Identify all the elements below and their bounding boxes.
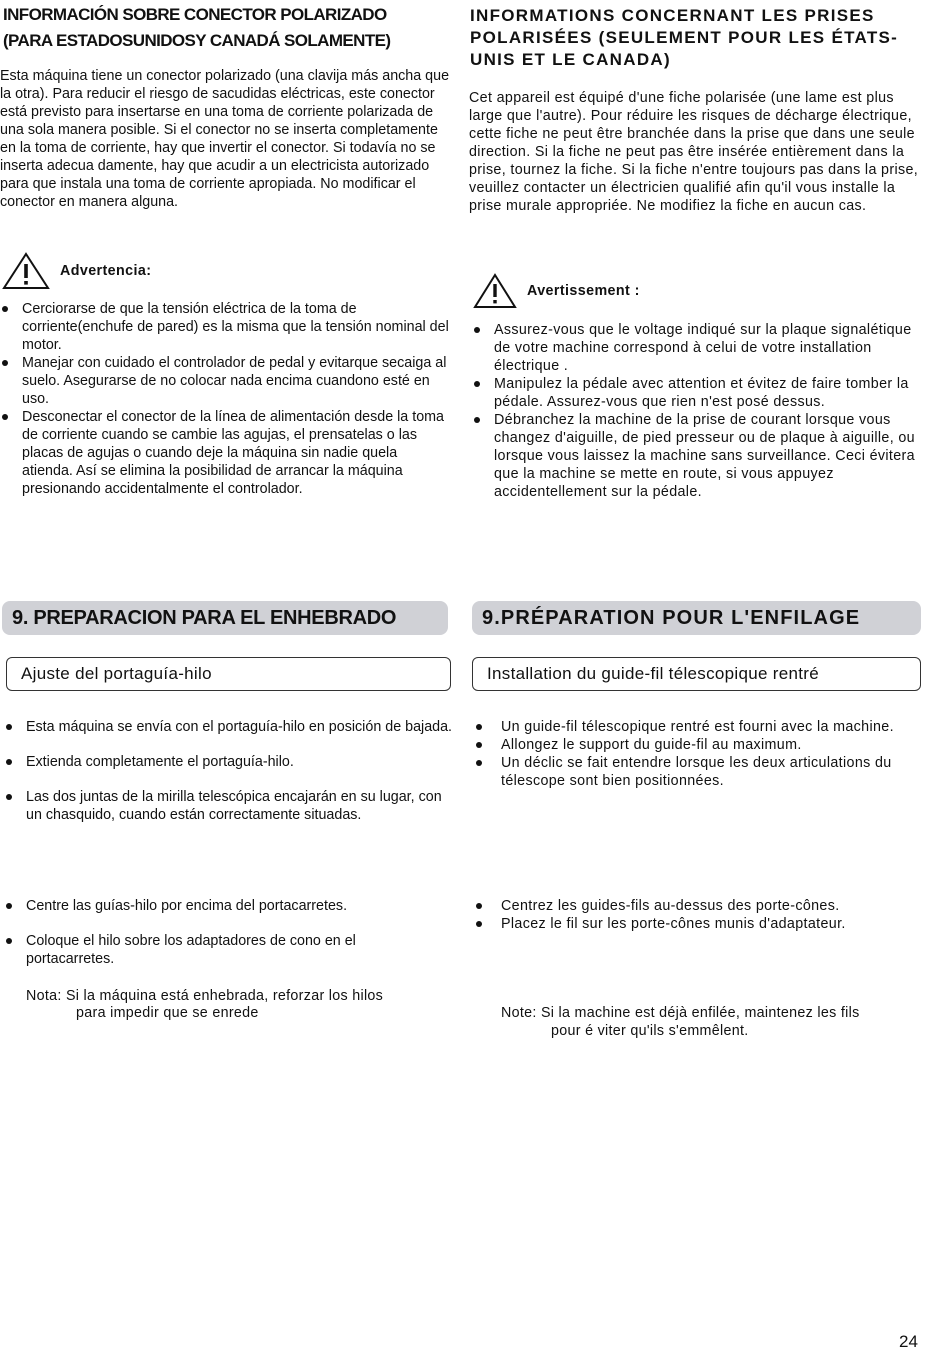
list-item: Cerciorarse de que la tensión eléctrica de la toma de corriente(enchufe de pared) es la misma que la tensión nominal del motor. — [0, 300, 452, 354]
warning-triangle-icon — [2, 252, 50, 290]
list-item: Centre las guías-hilo por encima del portacarretes. — [4, 897, 444, 915]
intro-es: Esta máquina tiene un conector polarizado (una clavija más ancha que la otra). Para reducir el riesgo de sacudidas eléctricas, este conector está previsto para insertarse en una toma de corriente polarizada de una sola manera posible. Si el conector no se inserta completamente en la toma de corriente, hay que invertir el conector. Si todavía no se inserta adecua damente, hay que acudir a un electricista autorizado para que instala una toma de corriente apropiada. No modificar el conector en manera alguna. — [0, 68, 450, 210]
list-item: Placez le fil sur les porte-cônes munis d'adaptateur. — [474, 915, 930, 933]
note-fr-line2: pour é viter qu'ils s'emmêlent. — [551, 1023, 749, 1039]
warning-header-es — [2, 252, 151, 290]
list-item: Manipulez la pédale avec attention et évitez de faire tomber la pédale. Assurez-vous que rien n'est posé dessus. — [472, 375, 927, 411]
subsection-title-es: Ajuste del portaguía-hilo — [6, 657, 451, 691]
steps-a-fr — [474, 718, 930, 790]
list-item: Débranchez la machine de la prise de courant lorsque vous changez d'aiguille, de pied presseur ou de plaque à aiguille, ou lorsque vous laissez la machine sans surveillance. Ceci évitera que la machine se mette en route, si vous appuyez accidentellement sur la pédale. — [472, 411, 927, 501]
list-item: Un guide-fil télescopique rentré est fourni avec la machine. — [474, 718, 930, 736]
note-es-line2: para impedir que se enrede — [76, 1005, 259, 1021]
list-item: Manejar con cuidado el controlador de pedal y evitarque secaiga al suelo. Asegurarse de no colocar nada encima cuandono esté en uso. — [0, 354, 452, 408]
note-fr-line1: Note: Si la machine est déjà enfilée, maintenez les fils — [501, 1005, 860, 1021]
subsection-title-fr: Installation du guide-fil télescopique rentré — [472, 657, 921, 691]
list-item: Esta máquina se envía con el portaguía-hilo en posición de bajada. — [4, 718, 454, 736]
steps-b-fr — [474, 897, 930, 933]
list-item: Allongez le support du guide-fil au maximum. — [474, 736, 930, 754]
heading-fr: INFORMATIONS CONCERNANT LES PRISES POLARISÉES (SEULEMENT POUR LES ÉTATS-UNIS ET LE CANADA) — [470, 6, 899, 69]
list-item: Extienda completamente el portaguía-hilo. — [4, 753, 454, 771]
steps-a-es — [4, 718, 454, 824]
list-item: Un déclic se fait entendre lorsque les deux articulations du télescope sont bien positionnées. — [474, 754, 930, 790]
warning-label-es: Advertencia: — [60, 263, 152, 279]
list-item: Las dos juntas de la mirilla telescópica encajarán en su lugar, con un chasquido, cuando están correctamente situadas. — [4, 788, 454, 824]
page-number: 24 — [899, 1332, 918, 1351]
list-item: Centrez les guides-fils au-dessus des porte-cônes. — [474, 897, 930, 915]
intro-fr: Cet appareil est équipé d'une fiche polarisée (une lame est plus large que l'autre). Pour réduire les risques de décharge électrique, cette fiche ne peut être branchée dans la prise que dans une seule direction. Si la fiche ne peut pas être insérée entièrement dans la prise, tournez la fiche. Si la fiche n'entre toujours pas dans la prise, veuillez contacter un électricien qualifié afin qu'il vous installe la prise murale appropriée. Ne modifiez la fiche en aucun cas. — [469, 90, 919, 214]
list-item: Assurez-vous que le voltage indiqué sur la plaque signalétique de votre machine correspond à celui de votre installation électrique . — [472, 321, 927, 375]
section-title-fr: 9.PRÉPARATION POUR L'ENFILAGE — [472, 601, 921, 635]
warning-label-fr: Avertissement : — [527, 283, 640, 299]
warning-triangle-icon — [473, 273, 517, 309]
list-item: Coloque el hilo sobre los adaptadores de cono en el portacarretes. — [4, 932, 444, 968]
warning-list-es — [0, 300, 452, 498]
warning-list-fr — [472, 321, 927, 501]
list-item: Desconectar el conector de la línea de alimentación desde la toma de corriente cuando se cambie las agujas, el prensatelas o las placas de agujas o cuando deje la máquina sin nadie quela atienda. Así se elimina la posibilidad de arrancar la máquina presionando accidentalmente el controlador. — [0, 408, 452, 498]
heading-es-line1: INFORMACIÓN SOBRE CONECTOR POLARIZADO — [3, 5, 387, 24]
heading-es-line2: (PARA ESTADOSUNIDOSY CANADÁ SOLAMENTE) — [3, 31, 391, 50]
section-title-es: 9. PREPARACION PARA EL ENHEBRADO — [2, 601, 448, 635]
note-es-line1: Nota: Si la máquina está enhebrada, reforzar los hilos — [26, 988, 384, 1004]
steps-b-es — [4, 897, 444, 968]
warning-header-fr — [473, 273, 640, 309]
